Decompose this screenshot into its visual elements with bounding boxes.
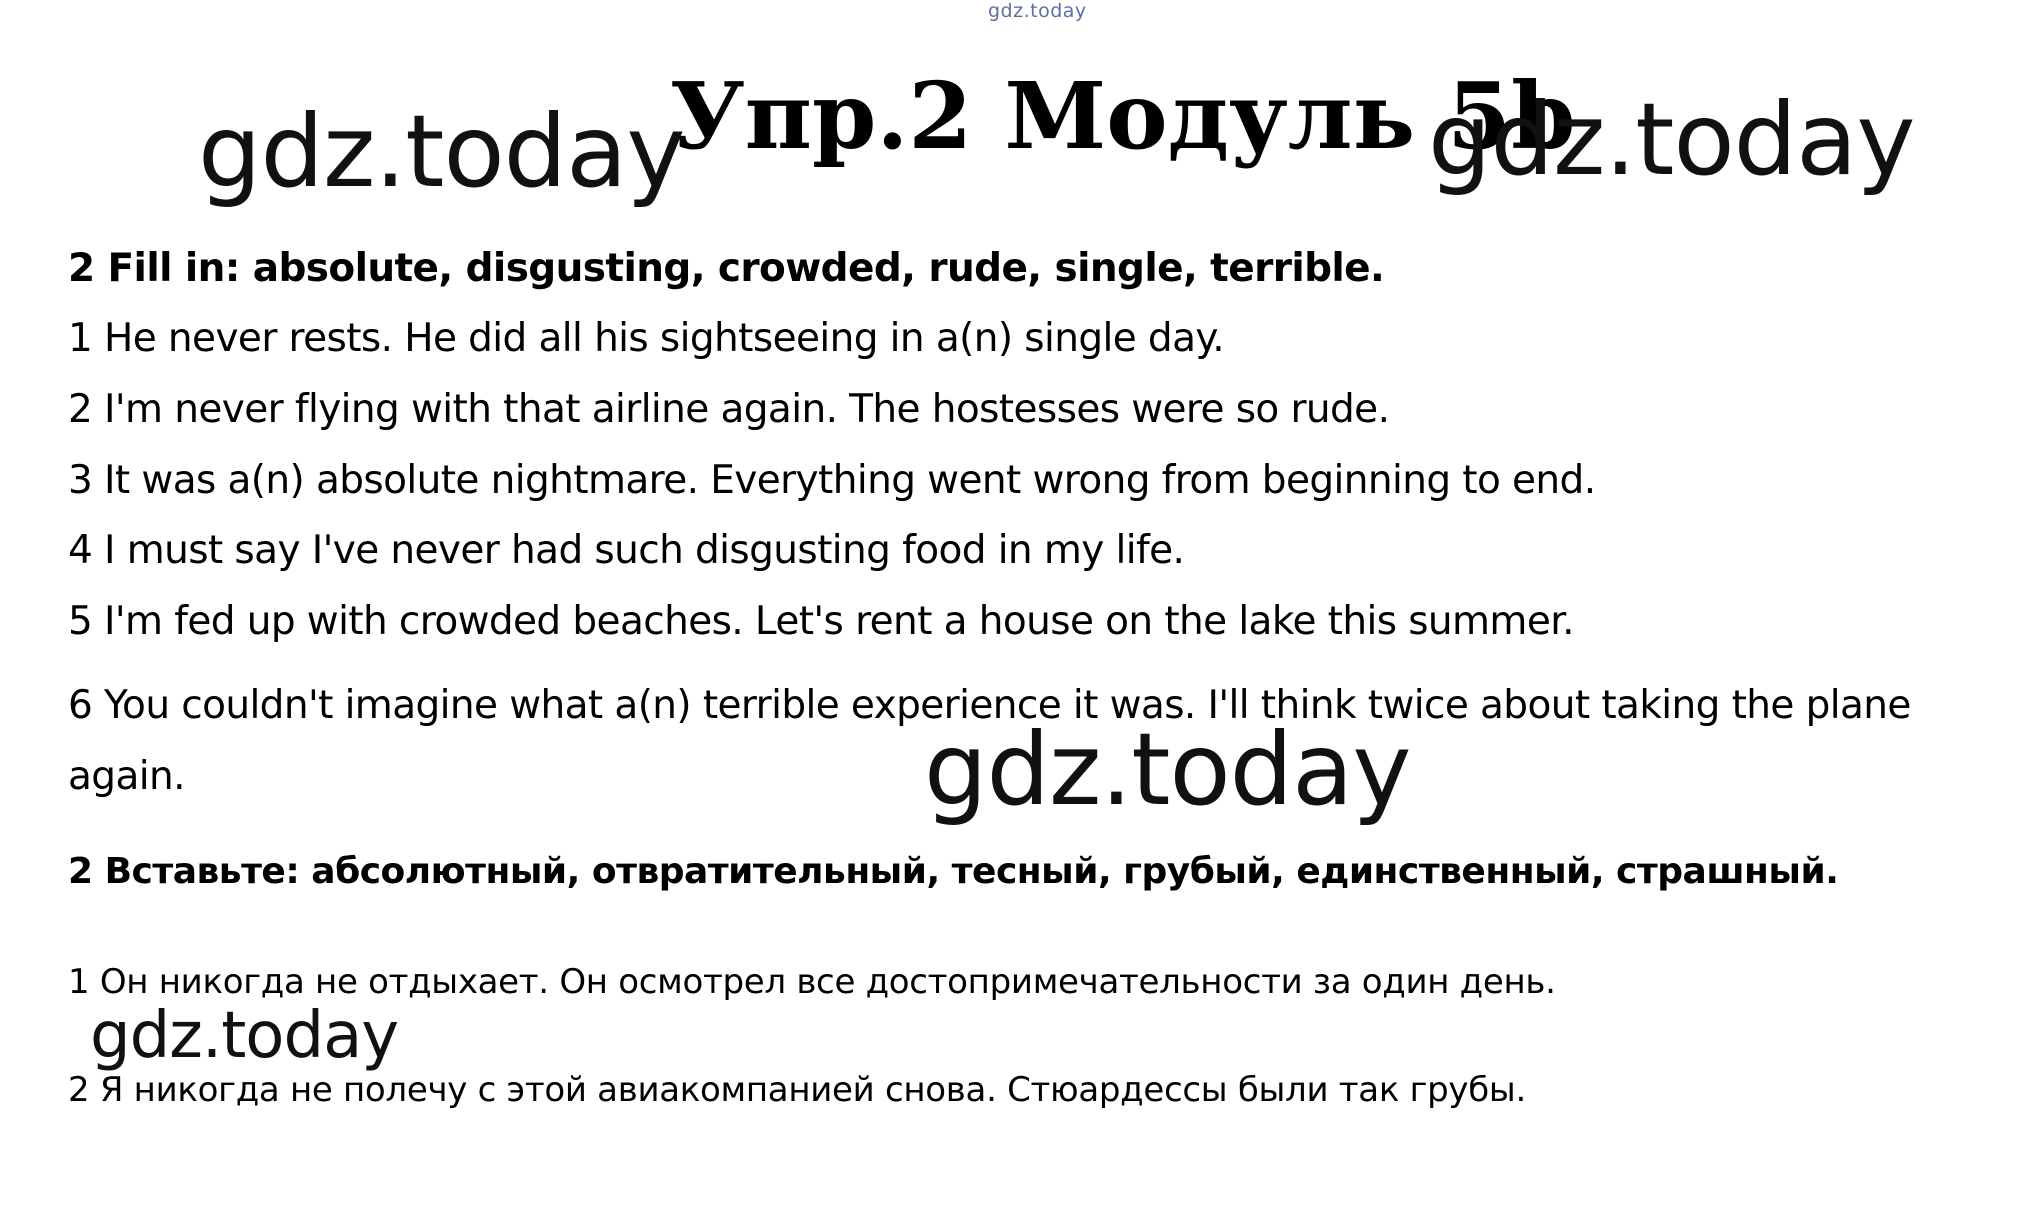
answer-line: 1 He never rests. He did all his sightseeing in a(n) single day.: [68, 316, 1225, 361]
watermark: gdz.today: [198, 93, 685, 210]
exercise-heading-ru: 2 Вставьте: абсолютный, отвратительный, тесный, грубый, единственный, страшный.: [68, 851, 1839, 892]
exercise-heading-en: 2 Fill in: absolute, disgusting, crowded, rude, single, terrible.: [68, 246, 1385, 291]
page-title: Упр.2 Модуль 5b: [670, 62, 1576, 170]
answer-line: 3 It was a(n) absolute nightmare. Everything went wrong from beginning to end.: [68, 458, 1596, 503]
translation-line: 2 Я никогда не полечу с этой авиакомпанией снова. Стюардессы были так грубы.: [68, 1070, 1526, 1110]
answer-line: 2 I'm never flying with that airline again. The hostesses were so rude.: [68, 387, 1390, 432]
answer-line: 4 I must say I've never had such disgusting food in my life.: [68, 528, 1185, 573]
answer-line: 5 I'm fed up with crowded beaches. Let's rent a house on the lake this summer.: [68, 599, 1574, 644]
watermark: gdz.today: [924, 711, 1411, 828]
top-watermark: gdz.today: [988, 0, 1087, 22]
watermark: gdz.today: [1428, 81, 1915, 198]
answer-line: 6 You couldn't imagine what a(n) terrible experience it was. I'll think twice about taking the plane again.: [68, 683, 1911, 799]
watermark: gdz.today: [90, 999, 399, 1073]
translation-line: 1 Он никогда не отдыхает. Он осмотрел все достопримечательности за один день.: [68, 962, 1556, 1002]
